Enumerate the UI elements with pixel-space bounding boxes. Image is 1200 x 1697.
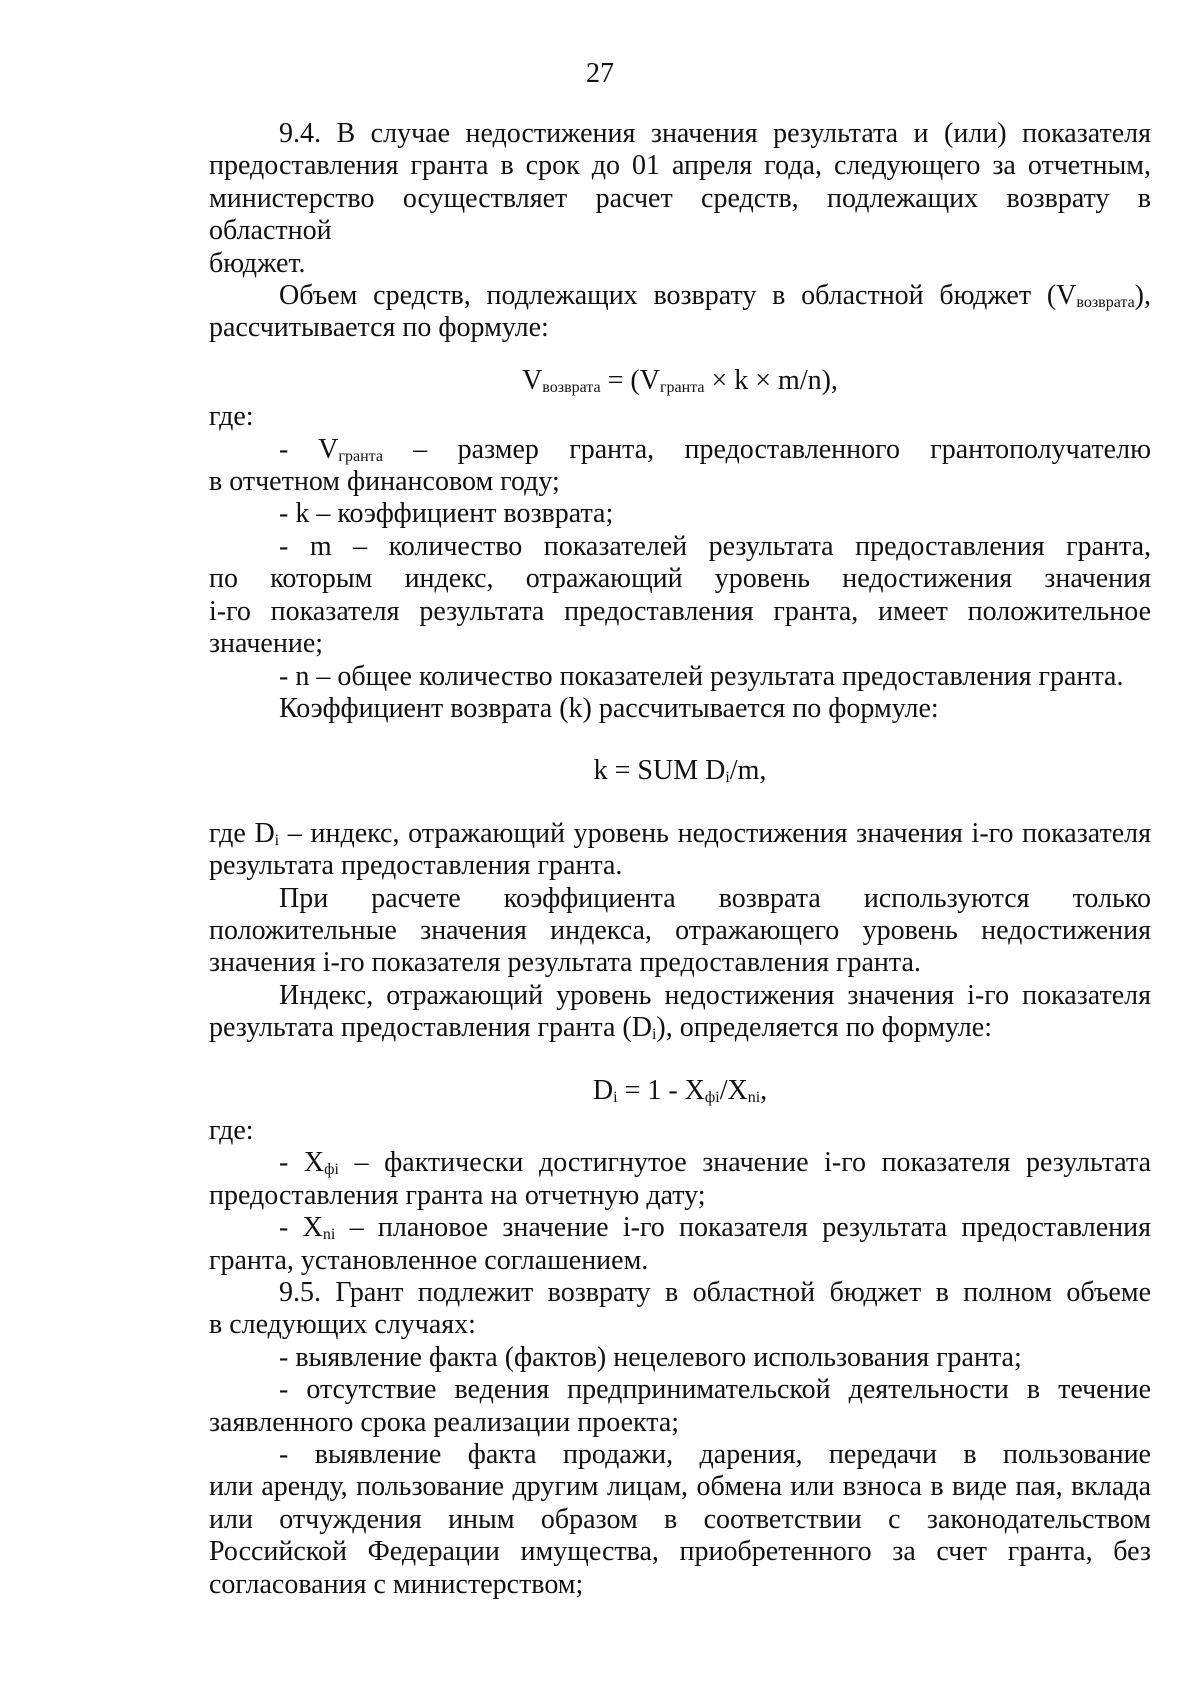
text-line: гранта, установленное соглашением. (209, 1244, 649, 1276)
text-line: - $V_{гранта}$ – размер гранта, предоставленного грантополучателю (279, 433, 1151, 465)
formula-index: $D_i = 1 - X_{фi}/X_{ni}$, (592, 1074, 768, 1106)
text-line: Российской Федерации имущества, приобретенного за счет гранта, без (209, 1536, 1151, 1568)
text-line: министерство осуществляет расчет средств, подлежащих возврату в областной (209, 182, 1151, 247)
document-body (209, 118, 1151, 1601)
text-line: значения i-го показателя результата предоставления гранта. (209, 947, 921, 979)
page-number: 27 (586, 58, 614, 89)
text-line: i-го показателя результата предоставления гранта, имеет положительное (209, 595, 1151, 627)
text-line: или аренду, пользование другим лицам, обмена или взноса в виде пая, вклада (209, 1471, 1151, 1503)
text-line: заявленного срока реализации проекта; (209, 1406, 680, 1438)
text-line: 9.5. Грант подлежит возврату в областной бюджет в полном объеме (279, 1277, 1151, 1308)
text-line: результата предоставления гранта. (209, 850, 623, 882)
text-line: - m – количество показателей результата предоставления гранта, (279, 530, 1151, 562)
text-line: При расчете коэффициента возврата используются только (279, 882, 1151, 914)
text-line: 9.4. В случае недостижения значения результата и (или) показателя (279, 118, 1151, 149)
text-line: рассчитывается по формуле: (209, 312, 549, 344)
text-line: - отсутствие ведения предпринимательской деятельности в течение (279, 1374, 1151, 1406)
text-line: - выявление факта продажи, дарения, передачи в пользование (279, 1439, 1151, 1471)
text-line: - n – общее количество показателей результата предоставления гранта. (279, 660, 1124, 692)
text-line: значение; (209, 628, 324, 660)
text-line: где: (209, 401, 254, 433)
text-line: или отчуждения иным образом в соответствии с законодательством (209, 1503, 1151, 1535)
text-line: - $X_{ni}$ – плановое значение i-го показателя результата предоставления (279, 1212, 1152, 1244)
text-line: Коэффициент возврата (k) рассчитывается по формуле: (279, 692, 939, 724)
text-line: бюджет. (209, 247, 306, 279)
text-line: положительные значения индекса, отражающего уровень недостижения (209, 914, 1151, 946)
text-line: Объем средств, подлежащих возврату в областной бюджет $(V_{возврата})$, (279, 280, 1151, 312)
text-line: результата предоставления гранта $(D_i)$, определяется по формуле: (209, 1012, 992, 1044)
text-line: где: (209, 1114, 254, 1146)
text-line: по которым индекс, отражающий уровень недостижения значения (209, 563, 1151, 595)
formula-coefficient: k = SUM $D_i/m$, (593, 755, 767, 787)
text-line: предоставления гранта на отчетную дату; (209, 1179, 706, 1211)
text-line: предоставления гранта в срок до 01 апреля года, следующего за отчетным, (209, 150, 1151, 182)
text-line: где $D_i$ – индекс, отражающий уровень недостижения значения i-го показателя (209, 817, 1151, 849)
text-line: - выявление факта (фактов) нецелевого использования гранта; (279, 1341, 1022, 1373)
formula-return-amount: $V_{возврата} = (V_{гранта} \times k \times m/n)$, (522, 364, 838, 396)
text-line: Индекс, отражающий уровень недостижения значения i-го показателя (279, 979, 1151, 1011)
text-line: в следующих случаях: (209, 1309, 476, 1341)
text-line: - $X_{фi}$ – фактически достигнутое значение i-го показателя результата (279, 1147, 1151, 1179)
text-line: в отчетном финансовом году; (209, 466, 560, 498)
text-line: - k – коэффициент возврата; (279, 498, 614, 530)
text-line: согласования с министерством; (209, 1568, 584, 1600)
